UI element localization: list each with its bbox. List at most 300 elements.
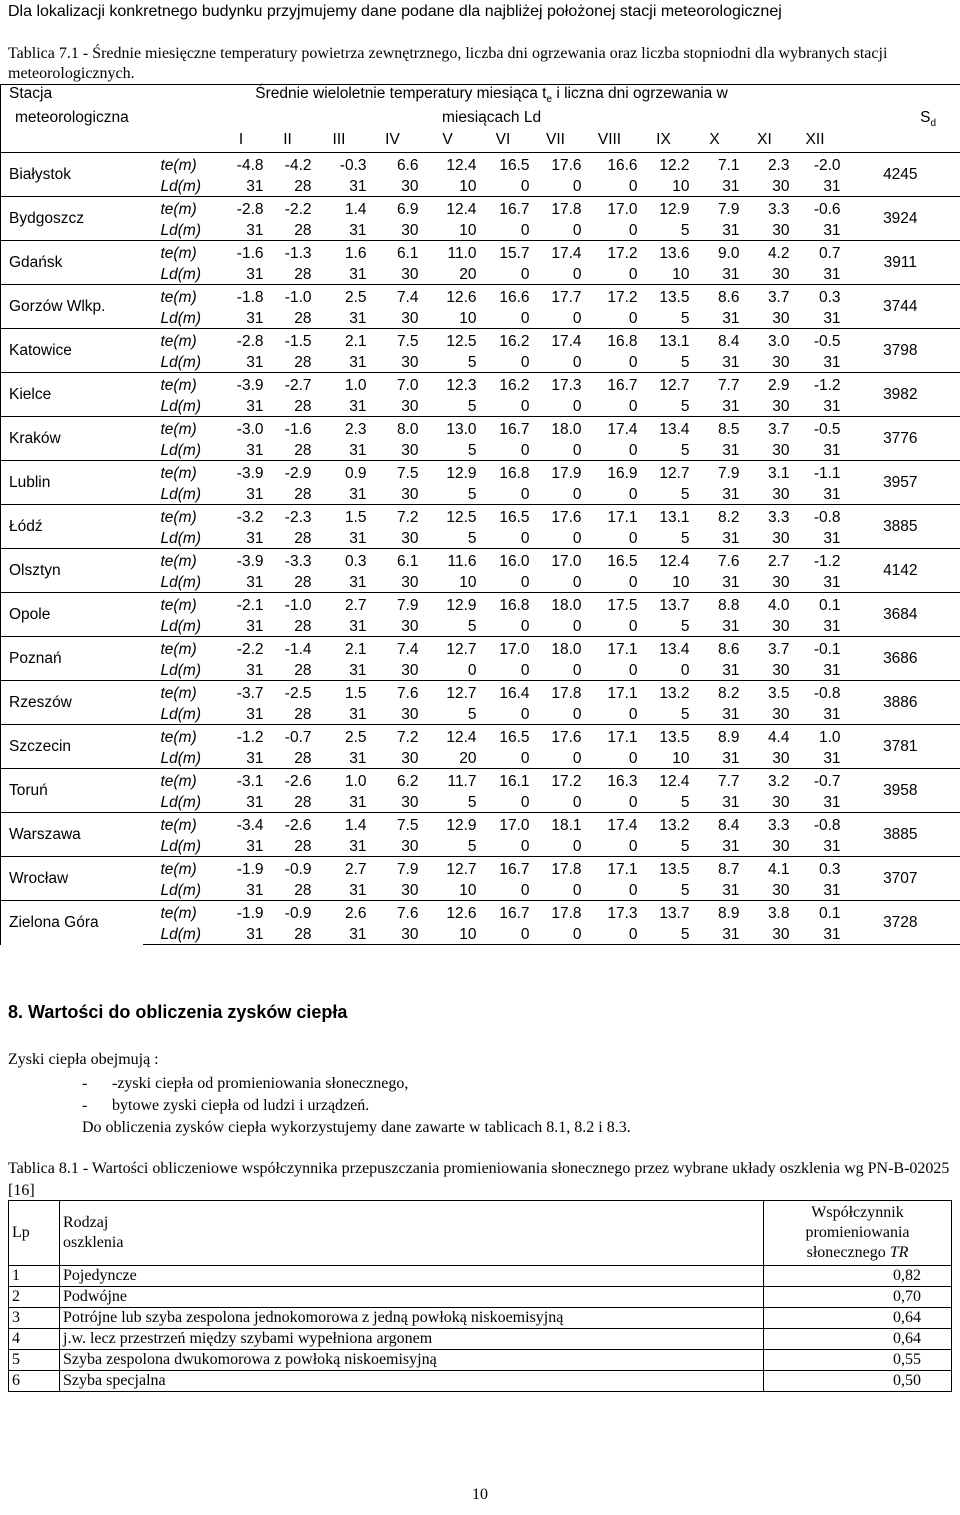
ld-value: 31	[312, 351, 367, 373]
te-value: -2.1	[219, 593, 264, 615]
ld-value: 0	[530, 615, 582, 637]
te-value: 2.7	[740, 549, 790, 571]
ld-value: 30	[367, 703, 419, 725]
ld-value: 31	[690, 307, 740, 329]
te-value: 8.9	[690, 901, 740, 923]
te-value: -0.7	[264, 725, 312, 747]
ld-value: 30	[367, 263, 419, 285]
month-header: V	[442, 130, 453, 148]
ld-value: 30	[367, 175, 419, 197]
table81-lp: 1	[9, 1266, 60, 1287]
te-value: -2.3	[264, 505, 312, 527]
month-header: VII	[546, 130, 565, 148]
te-value: -0.5	[790, 417, 841, 439]
ld-value: 30	[740, 703, 790, 725]
te-value: 16.8	[477, 593, 530, 615]
te-value: 13.2	[638, 681, 690, 703]
ld-value: 5	[419, 527, 477, 549]
te-value: 16.1	[477, 769, 530, 791]
te-value: 3.3	[740, 813, 790, 835]
te-value: -1.6	[219, 241, 264, 263]
ld-value: 5	[638, 307, 690, 329]
te-value: 8.2	[690, 505, 740, 527]
te-value: 12.2	[638, 153, 690, 175]
te-value: 3.7	[740, 637, 790, 659]
ld-value: 30	[740, 659, 790, 681]
ld-value: 0	[582, 483, 638, 505]
ld-value: 0	[582, 791, 638, 813]
te-value: -1.9	[219, 857, 264, 879]
te-value: -4.8	[219, 153, 264, 175]
ld-value: 0	[582, 659, 638, 681]
te-value: -3.0	[219, 417, 264, 439]
te-value: 3.7	[740, 285, 790, 307]
te-value: 12.3	[419, 373, 477, 395]
te-value: 7.6	[367, 901, 419, 923]
station-sd: 3957	[841, 461, 960, 505]
station-row-ld	[1, 659, 960, 681]
te-value: -3.1	[219, 769, 264, 791]
te-value: 2.3	[740, 153, 790, 175]
te-value: 7.7	[690, 373, 740, 395]
ld-value: 5	[419, 703, 477, 725]
ld-value: 10	[419, 923, 477, 945]
ld-value: 0	[477, 879, 530, 901]
te-value: 18.0	[530, 637, 582, 659]
te-value: -0.1	[790, 637, 841, 659]
station-row-ld	[1, 483, 960, 505]
ld-value: 5	[419, 395, 477, 417]
te-value: 13.0	[419, 417, 477, 439]
ld-value: 0	[582, 615, 638, 637]
ld-value: 5	[419, 351, 477, 373]
station-row-te	[1, 813, 960, 835]
ld-value: 31	[312, 395, 367, 417]
row-label-ld: Ld(m)	[143, 351, 219, 373]
ld-value: 31	[790, 439, 841, 461]
te-value: -0.6	[790, 197, 841, 219]
te-value: 17.0	[582, 197, 638, 219]
ld-value: 31	[312, 307, 367, 329]
ld-value: 31	[790, 175, 841, 197]
te-value: 0.1	[790, 901, 841, 923]
table81-lp: 4	[9, 1329, 60, 1350]
ld-value: 28	[264, 703, 312, 725]
ld-value: 30	[367, 879, 419, 901]
table71-caption: Tablica 7.1 - Średnie miesięczne temperatury powietrza zewnętrznego, liczba dni ogrzewania oraz liczba stopniodni dla wybranych stacji meteorologicznych.	[8, 45, 888, 82]
station-sd: 3707	[841, 857, 960, 901]
row-label-ld: Ld(m)	[143, 483, 219, 505]
ld-value: 30	[740, 263, 790, 285]
station-row-te	[1, 461, 960, 483]
te-value: -3.2	[219, 505, 264, 527]
section8-intro: Zyski ciepła obejmują :	[8, 1051, 159, 1068]
te-value: 12.4	[638, 769, 690, 791]
te-value: -3.9	[219, 373, 264, 395]
te-value: 3.0	[740, 329, 790, 351]
row-label-te: te(m)	[143, 857, 219, 879]
te-value: 17.8	[530, 901, 582, 923]
station-row-te	[1, 417, 960, 439]
station-row-te	[1, 505, 960, 527]
ld-value: 5	[419, 615, 477, 637]
ld-value: 31	[790, 879, 841, 901]
station-row-ld	[1, 747, 960, 769]
te-value: 15.7	[477, 241, 530, 263]
ld-value: 31	[312, 923, 367, 945]
ld-value: 31	[219, 703, 264, 725]
te-value: 7.7	[690, 769, 740, 791]
te-value: 7.5	[367, 461, 419, 483]
station-row-te	[1, 197, 960, 219]
station-sd: 3886	[841, 681, 960, 725]
te-value: 17.2	[582, 241, 638, 263]
station-row-te	[1, 901, 960, 923]
ld-value: 0	[477, 395, 530, 417]
ld-value: 31	[219, 747, 264, 769]
bullet-item: - bytowe zyski ciepła od ludzi i urządzeń.	[82, 1097, 370, 1114]
ld-value: 5	[638, 923, 690, 945]
te-value: 3.8	[740, 901, 790, 923]
ld-value: 31	[790, 571, 841, 593]
ld-value: 5	[638, 527, 690, 549]
month-header: VI	[495, 130, 511, 148]
station-sd: 3776	[841, 417, 960, 461]
te-value: 12.5	[419, 505, 477, 527]
ld-value: 31	[790, 747, 841, 769]
header-coefficient: Współczynnik promieniowania słonecznego TR	[764, 1201, 952, 1266]
ld-value: 31	[219, 571, 264, 593]
row-label-te: te(m)	[143, 901, 219, 923]
te-value: 12.9	[419, 461, 477, 483]
table81	[8, 1200, 952, 1392]
station-row-ld	[1, 879, 960, 901]
te-value: 13.7	[638, 593, 690, 615]
te-value: 3.3	[740, 197, 790, 219]
te-value: 8.5	[690, 417, 740, 439]
station-row-te	[1, 637, 960, 659]
ld-value: 31	[690, 703, 740, 725]
te-value: 12.4	[419, 725, 477, 747]
te-value: 8.8	[690, 593, 740, 615]
ld-value: 31	[219, 923, 264, 945]
te-value: 17.7	[530, 285, 582, 307]
te-value: -1.0	[264, 593, 312, 615]
ld-value: 30	[367, 527, 419, 549]
te-value: 2.5	[312, 285, 367, 307]
ld-value: 31	[312, 747, 367, 769]
ld-value: 10	[638, 263, 690, 285]
ld-value: 0	[582, 835, 638, 857]
te-value: 16.5	[582, 549, 638, 571]
ld-value: 28	[264, 571, 312, 593]
te-value: 16.6	[477, 285, 530, 307]
table81-value: 0,64	[764, 1329, 952, 1350]
ld-value: 31	[312, 483, 367, 505]
table71-months-row	[1, 131, 960, 153]
table81-row	[9, 1308, 952, 1329]
row-label-te: te(m)	[143, 329, 219, 351]
te-value: -1.0	[264, 285, 312, 307]
te-value: 17.8	[530, 681, 582, 703]
ld-value: 30	[367, 659, 419, 681]
te-value: -0.7	[790, 769, 841, 791]
te-value: -2.0	[790, 153, 841, 175]
ld-value: 31	[312, 175, 367, 197]
ld-value: 0	[477, 747, 530, 769]
te-value: 7.4	[367, 285, 419, 307]
ld-value: 0	[477, 615, 530, 637]
ld-value: 31	[219, 351, 264, 373]
ld-value: 30	[367, 439, 419, 461]
ld-value: 0	[477, 351, 530, 373]
te-value: -1.8	[219, 285, 264, 307]
ld-value: 31	[312, 791, 367, 813]
ld-value: 5	[419, 791, 477, 813]
te-value: 13.6	[638, 241, 690, 263]
page-number: 10	[472, 1486, 488, 1503]
ld-value: 0	[582, 923, 638, 945]
station-row-te	[1, 769, 960, 791]
te-value: 17.1	[582, 857, 638, 879]
ld-value: 31	[312, 879, 367, 901]
te-value: 13.5	[638, 285, 690, 307]
section8-bullets	[82, 1073, 408, 1117]
month-header: XI	[757, 130, 772, 148]
ld-value: 0	[530, 219, 582, 241]
station-row-ld	[1, 703, 960, 725]
ld-value: 31	[790, 307, 841, 329]
table71	[0, 84, 960, 945]
te-value: 18.0	[530, 593, 582, 615]
row-label-ld: Ld(m)	[143, 527, 219, 549]
ld-value: 0	[638, 659, 690, 681]
ld-value: 30	[740, 307, 790, 329]
ld-value: 0	[582, 175, 638, 197]
station-row-ld	[1, 439, 960, 461]
table81-value: 0,64	[764, 1308, 952, 1329]
table71-header-row1	[1, 85, 960, 110]
te-value: 7.6	[367, 681, 419, 703]
ld-value: 31	[312, 703, 367, 725]
station-sd: 3728	[841, 901, 960, 945]
te-value: 9.0	[690, 241, 740, 263]
row-label-te: te(m)	[143, 461, 219, 483]
ld-value: 0	[582, 307, 638, 329]
te-value: 13.4	[638, 637, 690, 659]
ld-value: 28	[264, 879, 312, 901]
ld-value: 31	[690, 395, 740, 417]
te-value: -1.2	[790, 549, 841, 571]
te-value: 3.5	[740, 681, 790, 703]
ld-value: 28	[264, 615, 312, 637]
table81-value: 0,70	[764, 1287, 952, 1308]
te-value: 7.2	[367, 505, 419, 527]
ld-value: 31	[219, 483, 264, 505]
ld-value: 0	[477, 527, 530, 549]
te-value: 4.2	[740, 241, 790, 263]
te-value: 3.3	[740, 505, 790, 527]
ld-value: 31	[690, 791, 740, 813]
ld-value: 30	[740, 219, 790, 241]
station-row-te	[1, 725, 960, 747]
ld-value: 10	[419, 307, 477, 329]
ld-value: 31	[690, 219, 740, 241]
row-label-ld: Ld(m)	[143, 791, 219, 813]
te-value: 17.4	[582, 417, 638, 439]
ld-value: 0	[477, 835, 530, 857]
table81-lp: 3	[9, 1308, 60, 1329]
te-value: 16.7	[477, 901, 530, 923]
te-value: -3.7	[219, 681, 264, 703]
te-value: 12.9	[419, 593, 477, 615]
te-value: 12.6	[419, 285, 477, 307]
month-header: III	[332, 130, 346, 148]
te-value: 16.6	[582, 153, 638, 175]
ld-value: 31	[312, 439, 367, 461]
te-value: 12.7	[638, 461, 690, 483]
row-label-ld: Ld(m)	[143, 439, 219, 461]
header-station-2: meteorologiczna	[1, 109, 143, 131]
row-label-te: te(m)	[143, 549, 219, 571]
station-row-ld	[1, 351, 960, 373]
te-value: 7.9	[690, 197, 740, 219]
table81-row	[9, 1266, 952, 1287]
te-value: 12.6	[419, 901, 477, 923]
table71-header-row2	[1, 109, 960, 131]
te-value: -4.2	[264, 153, 312, 175]
ld-value: 31	[219, 835, 264, 857]
table81-type: Pojedyncze	[60, 1266, 764, 1287]
te-value: 12.4	[638, 549, 690, 571]
te-value: 1.0	[312, 373, 367, 395]
ld-value: 0	[582, 439, 638, 461]
row-label-te: te(m)	[143, 725, 219, 747]
ld-value: 28	[264, 527, 312, 549]
te-value: 6.9	[367, 197, 419, 219]
te-value: 16.4	[477, 681, 530, 703]
te-value: 2.1	[312, 637, 367, 659]
ld-value: 0	[582, 747, 638, 769]
month-header: XII	[805, 130, 825, 148]
table81-row	[9, 1287, 952, 1308]
ld-value: 5	[638, 351, 690, 373]
ld-value: 10	[638, 747, 690, 769]
ld-value: 5	[638, 835, 690, 857]
ld-value: 31	[690, 923, 740, 945]
table81-lp: 5	[9, 1350, 60, 1371]
top-note: Dla lokalizacji konkretnego budynku przyjmujemy dane podane dla najbliżej położonej stacji meteorologicznej	[8, 3, 782, 20]
month-header: VIII	[597, 130, 622, 148]
station-name: Wrocław	[1, 857, 143, 901]
row-label-te: te(m)	[143, 285, 219, 307]
station-sd: 3982	[841, 373, 960, 417]
station-name: Lublin	[1, 461, 143, 505]
ld-value: 31	[312, 527, 367, 549]
te-value: 13.4	[638, 417, 690, 439]
ld-value: 30	[740, 395, 790, 417]
te-value: 2.5	[312, 725, 367, 747]
month-header: IX	[656, 130, 671, 148]
te-value: 7.2	[367, 725, 419, 747]
te-value: 17.8	[530, 197, 582, 219]
ld-value: 0	[582, 351, 638, 373]
te-value: 7.4	[367, 637, 419, 659]
station-row-ld	[1, 923, 960, 945]
te-value: 8.4	[690, 329, 740, 351]
te-value: -2.2	[264, 197, 312, 219]
ld-value: 0	[530, 307, 582, 329]
station-name: Toruń	[1, 769, 143, 813]
ld-value: 10	[419, 879, 477, 901]
ld-value: 31	[790, 527, 841, 549]
ld-value: 31	[690, 439, 740, 461]
station-name: Gorzów Wlkp.	[1, 285, 143, 329]
te-value: 16.9	[582, 461, 638, 483]
te-value: 12.7	[419, 681, 477, 703]
te-value: 2.3	[312, 417, 367, 439]
ld-value: 5	[638, 395, 690, 417]
station-row-te	[1, 285, 960, 307]
ld-value: 0	[530, 747, 582, 769]
te-value: 17.0	[530, 549, 582, 571]
te-value: 3.7	[740, 417, 790, 439]
te-value: -0.5	[790, 329, 841, 351]
row-label-ld: Ld(m)	[143, 879, 219, 901]
station-sd: 4142	[841, 549, 960, 593]
ld-value: 30	[740, 923, 790, 945]
station-row-te	[1, 593, 960, 615]
station-row-ld	[1, 395, 960, 417]
te-value: 7.9	[690, 461, 740, 483]
te-value: 1.4	[312, 813, 367, 835]
month-header: I	[238, 130, 244, 148]
ld-value: 31	[312, 615, 367, 637]
ld-value: 30	[367, 307, 419, 329]
station-row-ld	[1, 835, 960, 857]
ld-value: 31	[690, 263, 740, 285]
te-value: 0.3	[312, 549, 367, 571]
ld-value: 31	[790, 615, 841, 637]
ld-value: 0	[477, 483, 530, 505]
ld-value: 0	[477, 659, 530, 681]
station-name: Warszawa	[1, 813, 143, 857]
te-value: 13.7	[638, 901, 690, 923]
station-name: Gdańsk	[1, 241, 143, 285]
ld-value: 30	[367, 351, 419, 373]
ld-value: 30	[740, 527, 790, 549]
ld-value: 30	[740, 791, 790, 813]
te-value: 3.2	[740, 769, 790, 791]
te-value: 13.2	[638, 813, 690, 835]
te-value: 13.1	[638, 329, 690, 351]
te-value: -2.6	[264, 813, 312, 835]
te-value: 18.0	[530, 417, 582, 439]
ld-value: 30	[367, 571, 419, 593]
month-header: X	[709, 130, 720, 148]
te-value: 6.1	[367, 241, 419, 263]
ld-value: 30	[367, 791, 419, 813]
ld-value: 31	[219, 659, 264, 681]
table81-type: j.w. lecz przestrzeń między szybami wypełniona argonem	[60, 1329, 764, 1350]
station-row-te	[1, 329, 960, 351]
row-label-te: te(m)	[143, 417, 219, 439]
table81-lp: 6	[9, 1371, 60, 1392]
te-value: 1.5	[312, 505, 367, 527]
te-value: -1.4	[264, 637, 312, 659]
te-value: 16.8	[477, 461, 530, 483]
te-value: 17.5	[582, 593, 638, 615]
